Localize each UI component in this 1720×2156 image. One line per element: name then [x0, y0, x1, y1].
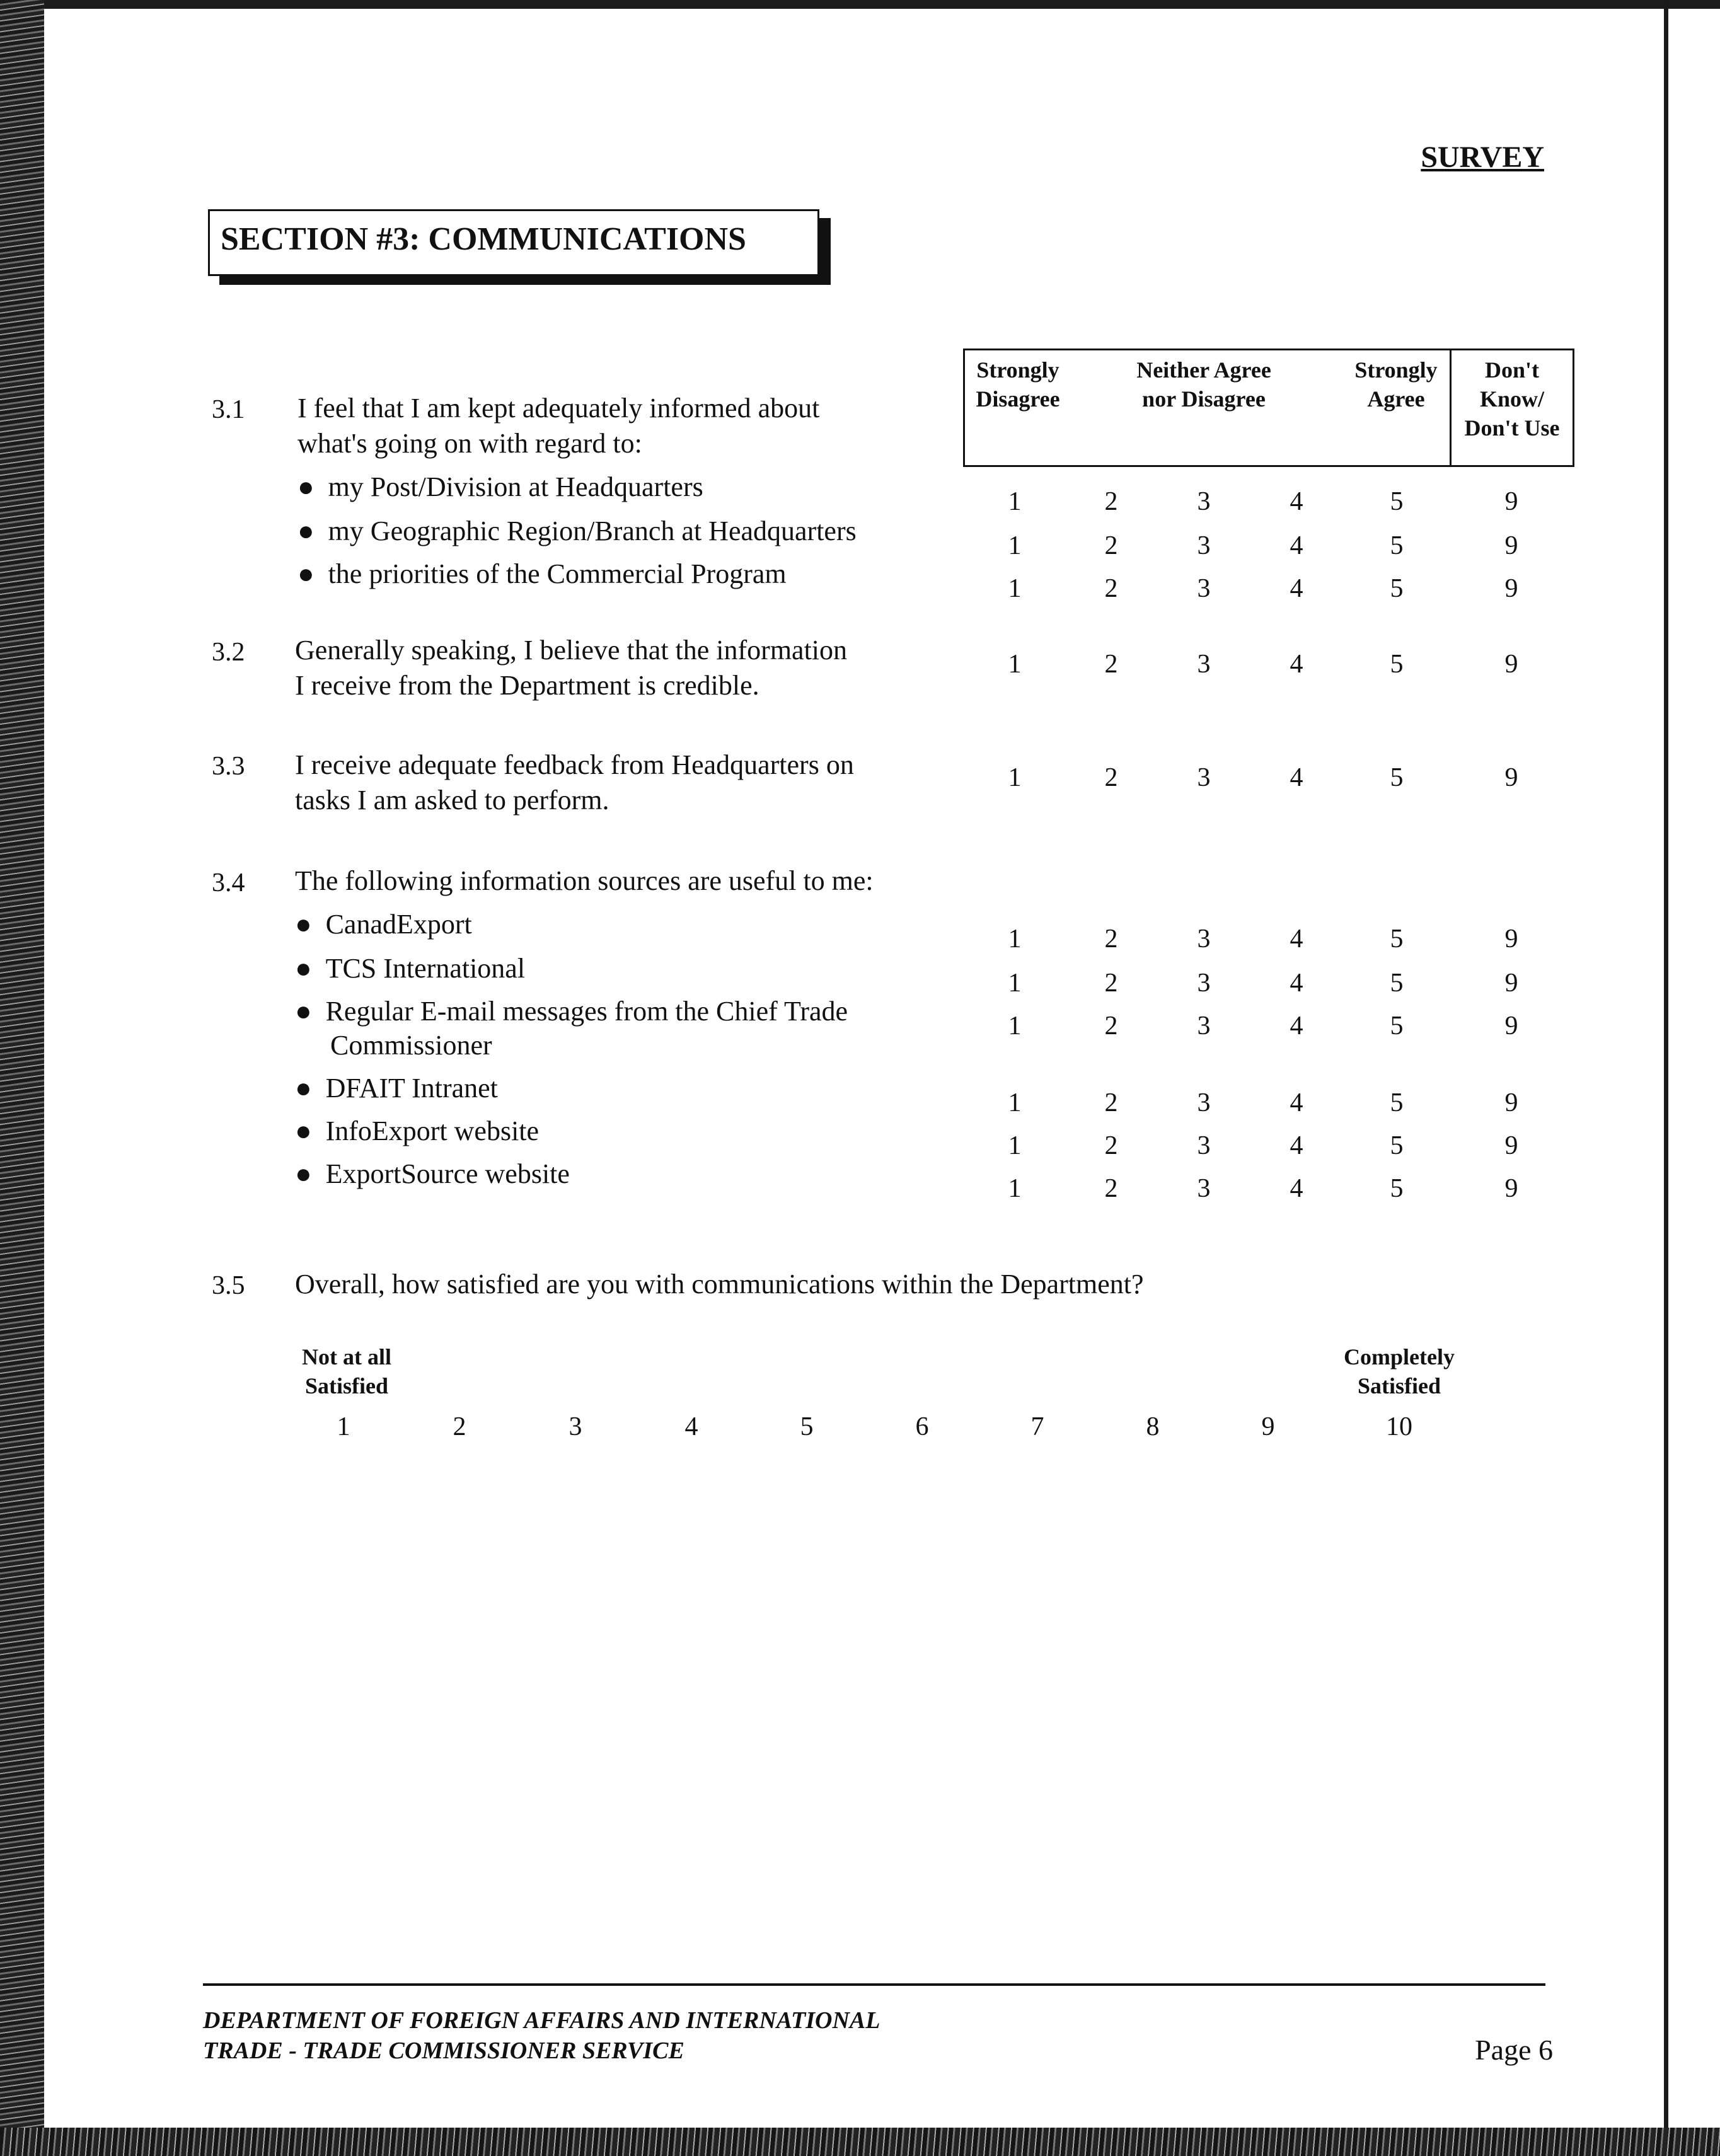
- rating-option[interactable]: 5: [1390, 1088, 1404, 1117]
- bullet-icon: ●: [295, 1073, 326, 1104]
- rating-option[interactable]: 3: [1197, 1012, 1211, 1041]
- rating-option[interactable]: 1: [1008, 1174, 1022, 1203]
- rating-option[interactable]: 4: [1290, 1174, 1303, 1203]
- list-item: ● my Geographic Region/Branch at Headquarters: [297, 516, 857, 546]
- rating-option[interactable]: 3: [1197, 925, 1211, 954]
- question-number: 3.3: [212, 752, 245, 781]
- rating-option[interactable]: 2: [1104, 925, 1118, 954]
- rating-option[interactable]: 1: [1008, 1088, 1022, 1117]
- rating-option[interactable]: 5: [1390, 574, 1404, 603]
- rating-option[interactable]: 3: [1197, 763, 1211, 792]
- low-anchor-label: Not at all Satisfied: [302, 1344, 391, 1398]
- rating-option[interactable]: 9: [1504, 487, 1518, 516]
- scan-edge-left: [0, 0, 44, 2156]
- rating-option[interactable]: 5: [1390, 650, 1404, 679]
- bullet-icon: ●: [295, 953, 326, 984]
- rating-option[interactable]: 1: [1008, 650, 1022, 679]
- rating-option[interactable]: 1: [1008, 925, 1022, 954]
- rating-option[interactable]: 5: [1390, 925, 1404, 954]
- bullet-icon: ●: [295, 996, 326, 1027]
- rating-option[interactable]: 9: [1504, 1131, 1518, 1160]
- rating-option[interactable]: 2: [1104, 574, 1118, 603]
- satisfaction-option[interactable]: 8: [1146, 1412, 1160, 1441]
- rating-option[interactable]: 4: [1290, 574, 1303, 603]
- rating-option[interactable]: 4: [1290, 1131, 1303, 1160]
- satisfaction-option[interactable]: 3: [569, 1412, 582, 1441]
- satisfaction-option[interactable]: 2: [453, 1412, 466, 1441]
- rating-option[interactable]: 3: [1197, 487, 1211, 516]
- list-item: ● InfoExport website: [295, 1115, 540, 1146]
- list-item: ● DFAIT Intranet: [295, 1073, 498, 1104]
- rating-option[interactable]: 1: [1008, 969, 1022, 998]
- rating-option[interactable]: 1: [1008, 531, 1022, 560]
- rating-option[interactable]: 9: [1504, 1012, 1518, 1041]
- list-item: ● TCS International: [295, 953, 526, 984]
- question-text: I receive adequate feedback from Headquarters on tasks I am asked to perform.: [295, 749, 854, 816]
- rating-option[interactable]: 5: [1390, 969, 1404, 998]
- header-strongly-disagree: Strongly Disagree: [976, 357, 1060, 412]
- list-item: ● ExportSource website: [295, 1158, 570, 1189]
- rating-option[interactable]: 1: [1008, 1012, 1022, 1041]
- header-dont-know: Don't Know/ Don't Use: [1464, 357, 1560, 441]
- question-number: 3.5: [212, 1271, 245, 1300]
- rating-option[interactable]: 5: [1390, 1012, 1404, 1041]
- bullet-icon: ●: [295, 909, 326, 940]
- rating-option[interactable]: 2: [1104, 531, 1118, 560]
- high-anchor-label: Completely Satisfied: [1344, 1344, 1455, 1398]
- rating-option[interactable]: 3: [1197, 969, 1211, 998]
- rating-option[interactable]: 4: [1290, 487, 1303, 516]
- satisfaction-option[interactable]: 5: [800, 1412, 814, 1441]
- rating-option[interactable]: 9: [1504, 763, 1518, 792]
- rating-option[interactable]: 9: [1504, 1174, 1518, 1203]
- satisfaction-option[interactable]: 4: [684, 1412, 698, 1441]
- page-number: Page 6: [1475, 2034, 1553, 2066]
- rating-option[interactable]: 3: [1197, 1174, 1211, 1203]
- list-item-continuation: Commissioner: [330, 1030, 492, 1061]
- rating-option[interactable]: 1: [1008, 574, 1022, 603]
- bullet-icon: ●: [295, 1158, 326, 1189]
- rating-option[interactable]: 9: [1504, 969, 1518, 998]
- rating-option[interactable]: 3: [1197, 1131, 1211, 1160]
- rating-option[interactable]: 2: [1104, 1012, 1118, 1041]
- rating-option[interactable]: 2: [1104, 487, 1118, 516]
- bullet-icon: ●: [295, 1115, 326, 1146]
- satisfaction-option[interactable]: 9: [1261, 1412, 1275, 1441]
- list-item: ● my Post/Division at Headquarters: [297, 471, 703, 502]
- bullet-icon: ●: [297, 516, 328, 546]
- rating-option[interactable]: 2: [1104, 1088, 1118, 1117]
- rating-option[interactable]: 4: [1290, 531, 1303, 560]
- list-item: ● Regular E-mail messages from the Chief Trade: [295, 996, 848, 1027]
- rating-option[interactable]: 9: [1504, 925, 1518, 954]
- rating-option[interactable]: 2: [1104, 650, 1118, 679]
- rating-option[interactable]: 4: [1290, 1012, 1303, 1041]
- satisfaction-option[interactable]: 1: [337, 1412, 350, 1441]
- rating-option[interactable]: 4: [1290, 925, 1303, 954]
- question-number: 3.2: [212, 638, 245, 667]
- rating-option[interactable]: 9: [1504, 531, 1518, 560]
- rating-option[interactable]: 5: [1390, 487, 1404, 516]
- list-item: ● the priorities of the Commercial Program: [297, 558, 787, 589]
- question-number: 3.1: [212, 395, 245, 424]
- question-text: The following information sources are useful to me:: [295, 865, 874, 896]
- section-title: SECTION #3: COMMUNICATIONS: [221, 221, 746, 257]
- rating-option[interactable]: 5: [1390, 1174, 1404, 1203]
- rating-option[interactable]: 9: [1504, 574, 1518, 603]
- header-strongly-agree: Strongly Agree: [1354, 357, 1438, 412]
- bullet-icon: ●: [297, 558, 328, 589]
- rating-option[interactable]: 4: [1290, 763, 1303, 792]
- header-neither: Neither Agree nor Disagree: [1136, 357, 1271, 412]
- question-text: Overall, how satisfied are you with communications within the Department?: [295, 1269, 1144, 1300]
- rating-option[interactable]: 3: [1197, 650, 1211, 679]
- rating-option[interactable]: 2: [1104, 969, 1118, 998]
- rating-option[interactable]: 1: [1008, 487, 1022, 516]
- rating-option[interactable]: 5: [1390, 531, 1404, 560]
- bullet-icon: ●: [297, 471, 328, 502]
- rating-option[interactable]: 2: [1104, 1131, 1118, 1160]
- scan-edge-bottom: [0, 2128, 1720, 2156]
- rating-option[interactable]: 2: [1104, 763, 1118, 792]
- rating-option[interactable]: 4: [1290, 1088, 1303, 1117]
- satisfaction-option[interactable]: 7: [1030, 1412, 1044, 1441]
- question-number: 3.4: [212, 868, 245, 897]
- scan-edge-right: [1664, 0, 1668, 2130]
- rating-option[interactable]: 2: [1104, 1174, 1118, 1203]
- question-text: Generally speaking, I believe that the information I receive from the Department is credible.: [295, 635, 848, 701]
- rating-option[interactable]: 9: [1504, 1088, 1518, 1117]
- scan-edge-top: [0, 0, 1720, 9]
- footer-organization: DEPARTMENT OF FOREIGN AFFAIRS AND INTERNATIONAL TRADE - TRADE COMMISSIONER SERVICE: [203, 2007, 880, 2064]
- rating-option[interactable]: 1: [1008, 1131, 1022, 1160]
- survey-label: SURVEY: [1421, 141, 1544, 174]
- footer-rule: [203, 1983, 1545, 1986]
- rating-option[interactable]: 4: [1290, 650, 1303, 679]
- rating-option[interactable]: 9: [1504, 650, 1518, 679]
- satisfaction-option[interactable]: 6: [915, 1412, 929, 1441]
- rating-option[interactable]: 4: [1290, 969, 1303, 998]
- rating-option[interactable]: 5: [1390, 1131, 1404, 1160]
- rating-option[interactable]: 3: [1197, 531, 1211, 560]
- rating-option[interactable]: 5: [1390, 763, 1404, 792]
- rating-option[interactable]: 3: [1197, 574, 1211, 603]
- rating-option[interactable]: 3: [1197, 1088, 1211, 1117]
- question-text: I feel that I am kept adequately informed about what's going on with regard to:: [297, 393, 820, 459]
- satisfaction-option[interactable]: 10: [1386, 1412, 1412, 1441]
- list-item: ● CanadExport: [295, 909, 472, 940]
- rating-option[interactable]: 1: [1008, 763, 1022, 792]
